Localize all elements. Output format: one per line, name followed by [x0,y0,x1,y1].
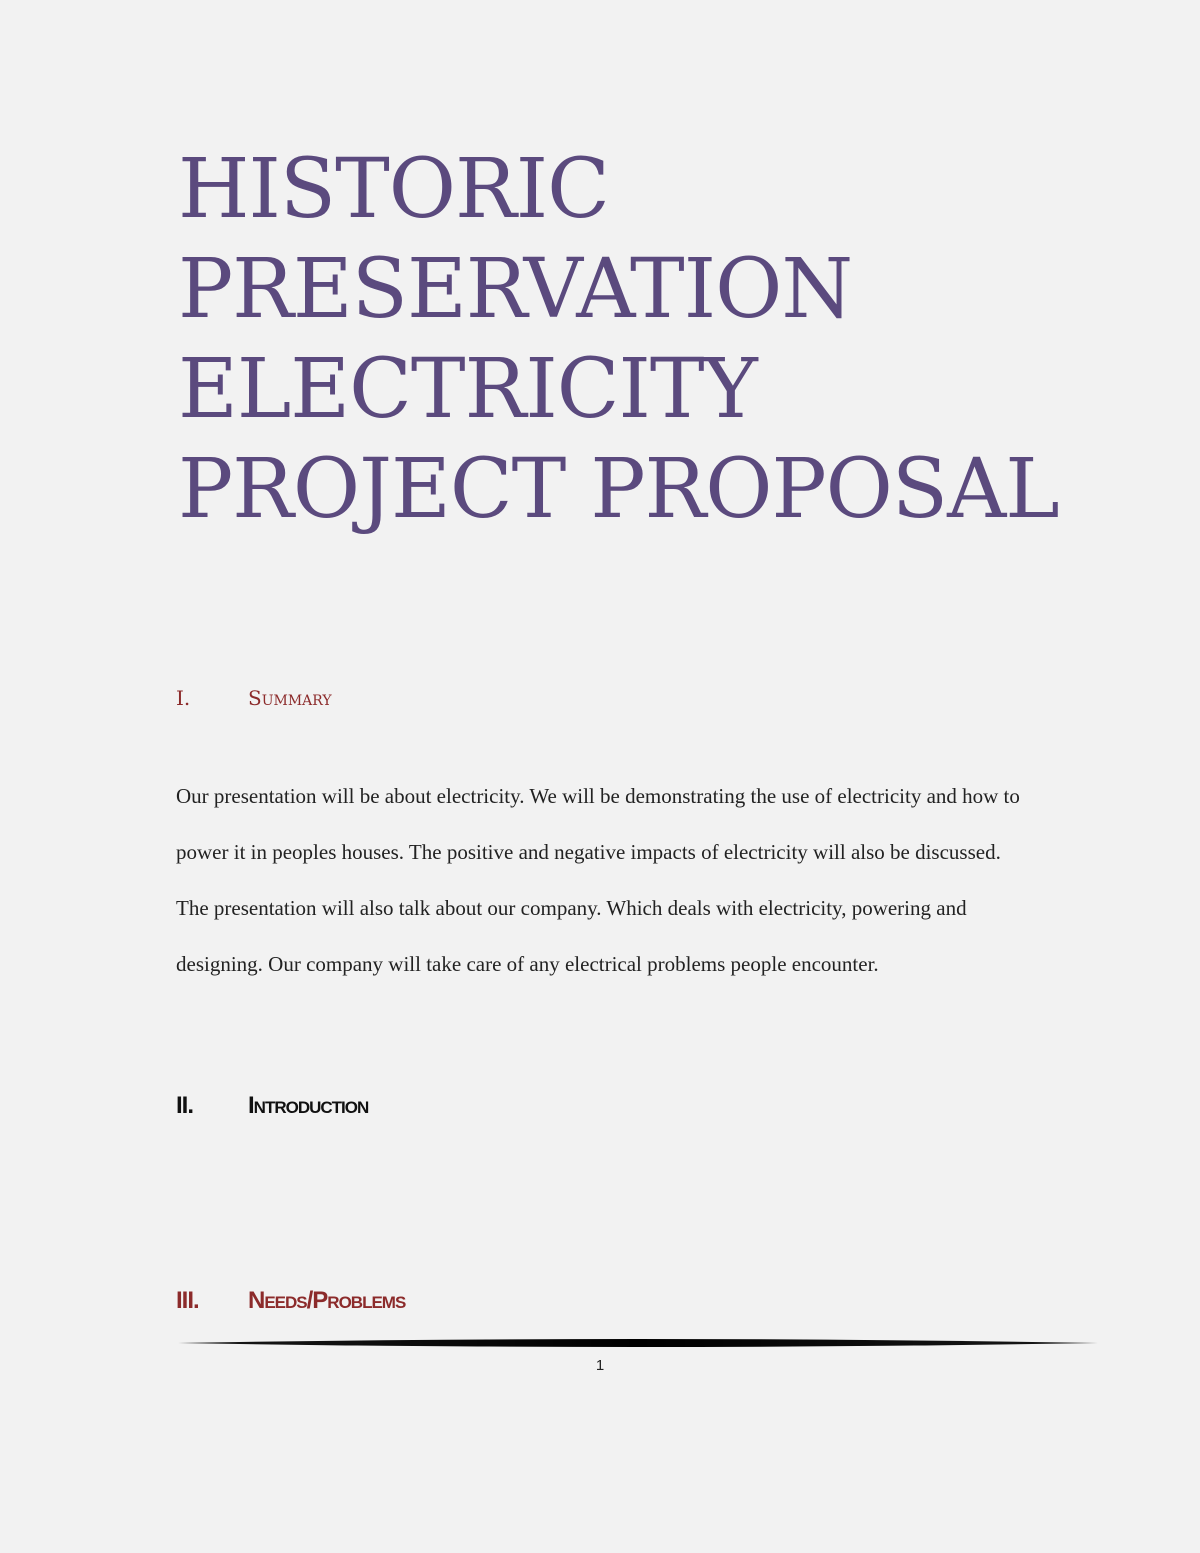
title-line: PROJECT PROPOSAL [178,442,1059,537]
document-title [178,140,1098,540]
title-line: ELECTRICITY [178,342,757,437]
section-title: Summary [248,686,332,710]
section-number: I. [176,686,191,710]
title-line: PRESERVATION [178,242,853,337]
summary-paragraph: Our presentation will be about electricity. We will be demonstrating the use of electricity and how to power it in peoples houses. The positive and negative impacts of electricity will also be discussed. The presentation will also talk about our company. Which deals with electricity, powering and designing. Our company will take care of any electrical problems people encounter. [176,784,1020,976]
section-heading-introduction [176,1092,368,1120]
page-number: 1 [595,1357,605,1374]
footer-divider [178,1337,1098,1349]
title-line: HISTORIC [178,142,609,237]
section-title: Introduction [248,1092,369,1119]
section-heading-summary [176,686,332,710]
section-heading-needs-problems [176,1287,405,1315]
section-number: II. [176,1092,194,1119]
section-title: Needs/Problems [248,1287,406,1314]
section-number: III. [176,1287,199,1314]
